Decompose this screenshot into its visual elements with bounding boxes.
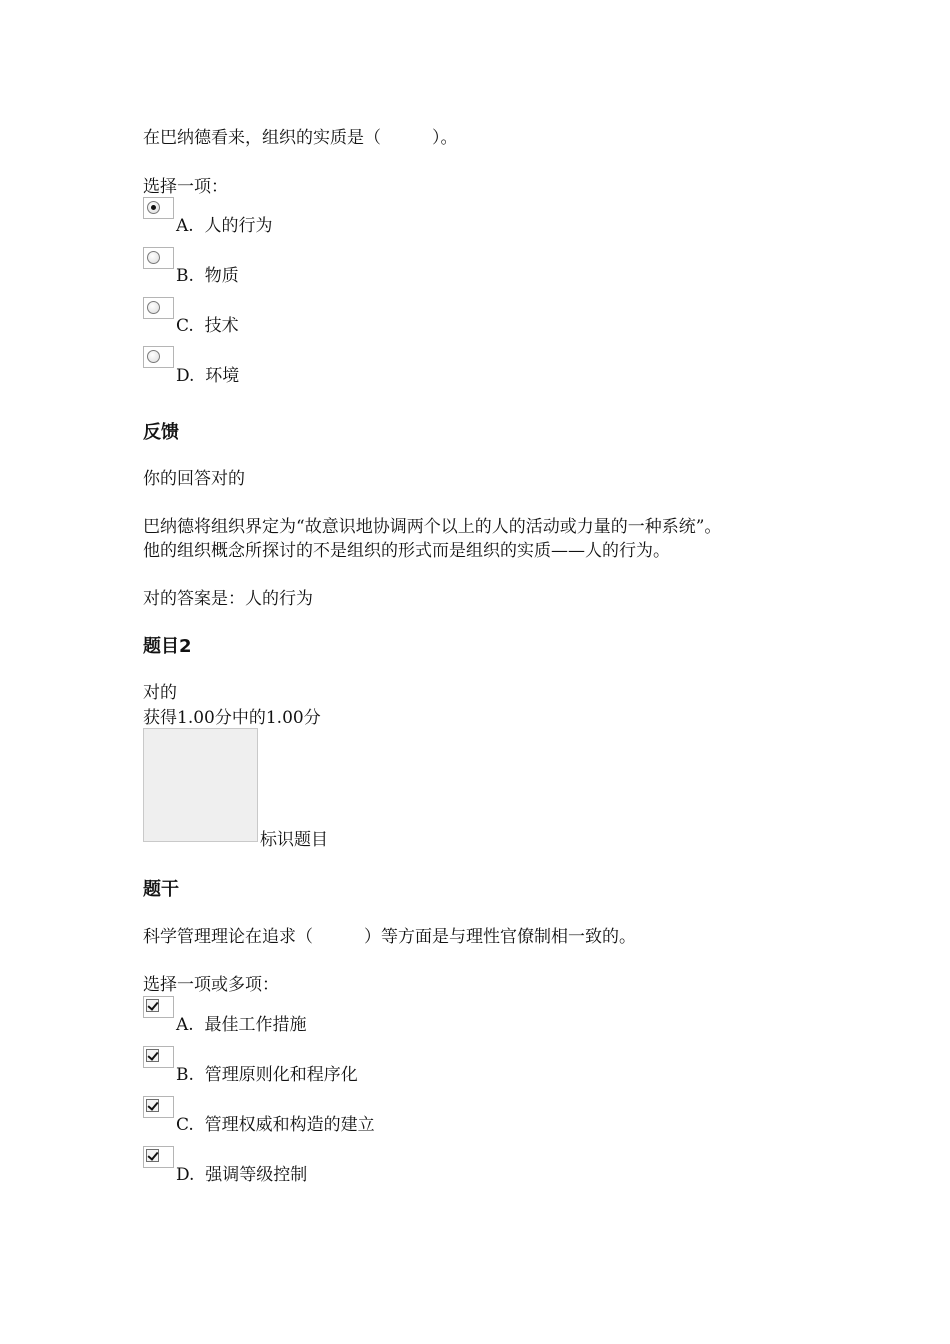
- checkbox-box[interactable]: [143, 1046, 174, 1068]
- feedback-explanation-line-1: 巴纳德将组织界定为“故意识地协调两个以上的人的活动或力量的一种系统”。: [143, 517, 722, 537]
- feedback-result: 你的回答对的: [143, 469, 245, 489]
- option-text: 管理原则化和程序化: [204, 1065, 358, 1085]
- option-text: 技术: [204, 316, 239, 336]
- checkbox-checked-icon[interactable]: [146, 1099, 159, 1112]
- question-2-heading: 题目2: [143, 636, 192, 657]
- radio-icon[interactable]: [147, 301, 160, 314]
- radio-selected-icon[interactable]: [147, 201, 160, 214]
- option-letter: B.: [176, 1065, 194, 1085]
- option-letter: C.: [176, 1115, 194, 1135]
- flag-image[interactable]: [143, 728, 258, 842]
- question-2-score: 获得1.00分中的1.00分: [143, 708, 321, 728]
- option-letter: C.: [176, 316, 194, 336]
- option-text: 物质: [204, 266, 239, 286]
- question-1-prompt: 在巴纳德看来，组织的实质是（ ）。: [143, 128, 458, 148]
- question-2-status: 对的: [143, 683, 177, 703]
- option-letter: A.: [176, 216, 194, 236]
- option-text: 环境: [205, 366, 240, 386]
- question-2-stem-heading: 题干: [143, 879, 179, 900]
- option-text: 人的行为: [204, 216, 273, 236]
- option-letter: B.: [176, 266, 194, 286]
- radio-box[interactable]: [143, 197, 174, 219]
- radio-box[interactable]: [143, 247, 174, 269]
- checkbox-checked-icon[interactable]: [146, 999, 159, 1012]
- checkbox-box[interactable]: [143, 996, 174, 1018]
- option-letter: D.: [176, 366, 195, 386]
- radio-icon[interactable]: [147, 251, 160, 264]
- radio-box[interactable]: [143, 297, 174, 319]
- checkbox-checked-icon[interactable]: [146, 1149, 159, 1162]
- option-letter: D.: [176, 1165, 195, 1185]
- checkbox-box[interactable]: [143, 1096, 174, 1118]
- feedback-explanation-line-2: 他的组织概念所探讨的不是组织的形式而是组织的实质——人的行为。: [143, 541, 670, 561]
- option-letter: A.: [176, 1015, 194, 1035]
- radio-icon[interactable]: [147, 350, 160, 363]
- option-text: 管理权威和构造的建立: [204, 1115, 375, 1135]
- flag-question-link[interactable]: 标识题目: [260, 830, 328, 850]
- question-2-choose-label: 选择一项或多项：: [143, 975, 279, 995]
- checkbox-checked-icon[interactable]: [146, 1049, 159, 1062]
- feedback-heading: 反馈: [143, 422, 179, 443]
- option-text: 最佳工作措施: [204, 1015, 307, 1035]
- radio-box[interactable]: [143, 346, 174, 368]
- question-1-choose-label: 选择一项：: [143, 177, 228, 197]
- checkbox-box[interactable]: [143, 1146, 174, 1168]
- question-2-prompt: 科学管理理论在追求（ ）等方面是与理性官僚制相一致的。: [143, 927, 636, 947]
- option-text: 强调等级控制: [205, 1165, 308, 1185]
- correct-answer: 对的答案是：人的行为: [143, 589, 313, 609]
